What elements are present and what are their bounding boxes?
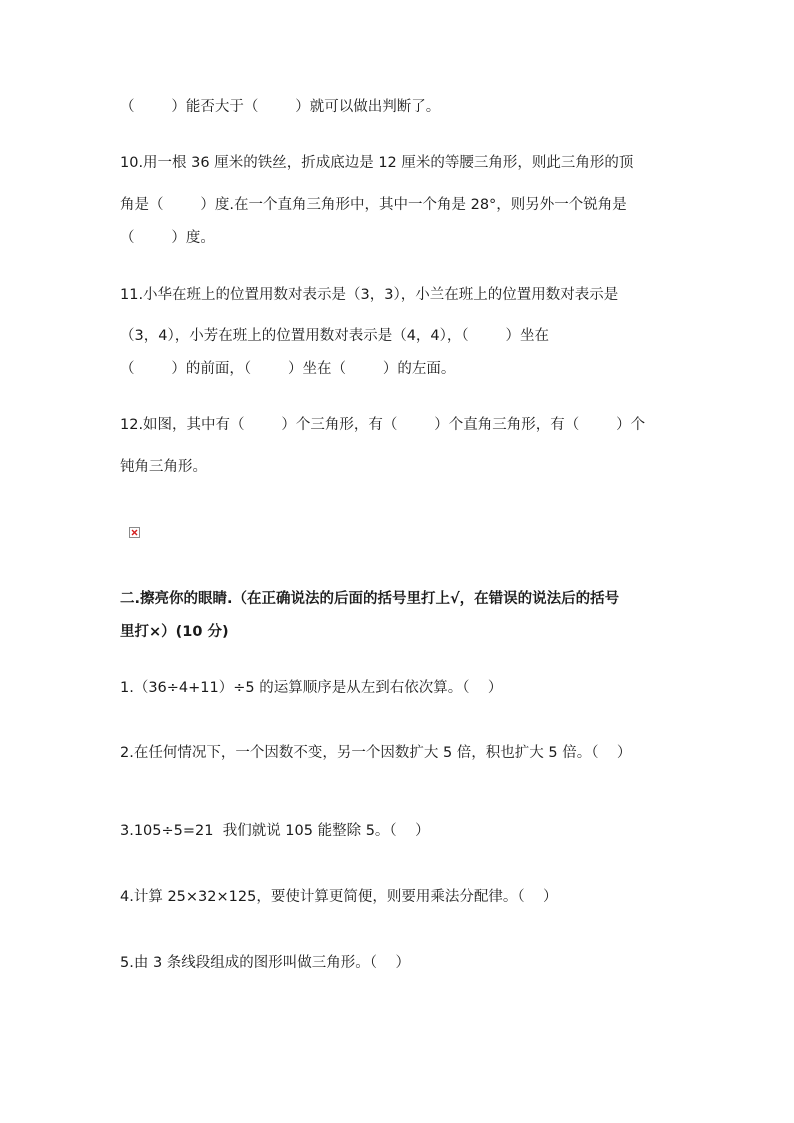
judgment-item-2: 2.在任何情况下，一个因数不变，另一个因数扩大 5 倍，积也扩大 5 倍。（ ） — [120, 745, 632, 761]
q10-line2: 角是（ ）度.在一个直角三角形中，其中一个角是 28°，则另外一个锐角是 — [120, 197, 627, 213]
q11-line2: （3，4），小芳在班上的位置用数对表示是（4，4），（ ）坐在 — [120, 328, 550, 344]
judgment-item-5: 5.由 3 条线段组成的图形叫做三角形。（ ） — [120, 955, 410, 971]
section2-heading-line1: 二.擦亮你的眼睛.（在正确说法的后面的括号里打上√，在错误的说法后的括号 — [120, 591, 620, 607]
q10-line1: 10.用一根 36 厘米的铁丝，折成底边是 12 厘米的等腰三角形，则此三角形的顶 — [120, 155, 634, 171]
broken-image-icon — [129, 527, 140, 538]
judgment-item-3: 3.105÷5=21 我们就说 105 能整除 5。（ ） — [120, 823, 430, 839]
q9-tail-text: （ ）能否大于（ ）就可以做出判断了。 — [120, 99, 441, 115]
judgment-item-4: 4.计算 25×32×125，要使计算更简便，则要用乘法分配律。（ ） — [120, 889, 558, 905]
q11-line3: （ ）的前面，（ ）坐在（ ）的左面。 — [120, 361, 456, 377]
section2-heading-line2: 里打×）(10 分) — [120, 624, 229, 640]
q12-line2: 钝角三角形。 — [120, 459, 207, 475]
q11-line1: 11.小华在班上的位置用数对表示是（3，3），小兰在班上的位置用数对表示是 — [120, 287, 619, 303]
judgment-item-1: 1.（36÷4+11）÷5 的运算顺序是从左到右依次算。（ ） — [120, 680, 503, 696]
q12-line1: 12.如图，其中有（ ）个三角形，有（ ）个直角三角形，有（ ）个 — [120, 417, 646, 433]
q10-line3: （ ）度。 — [120, 230, 215, 246]
